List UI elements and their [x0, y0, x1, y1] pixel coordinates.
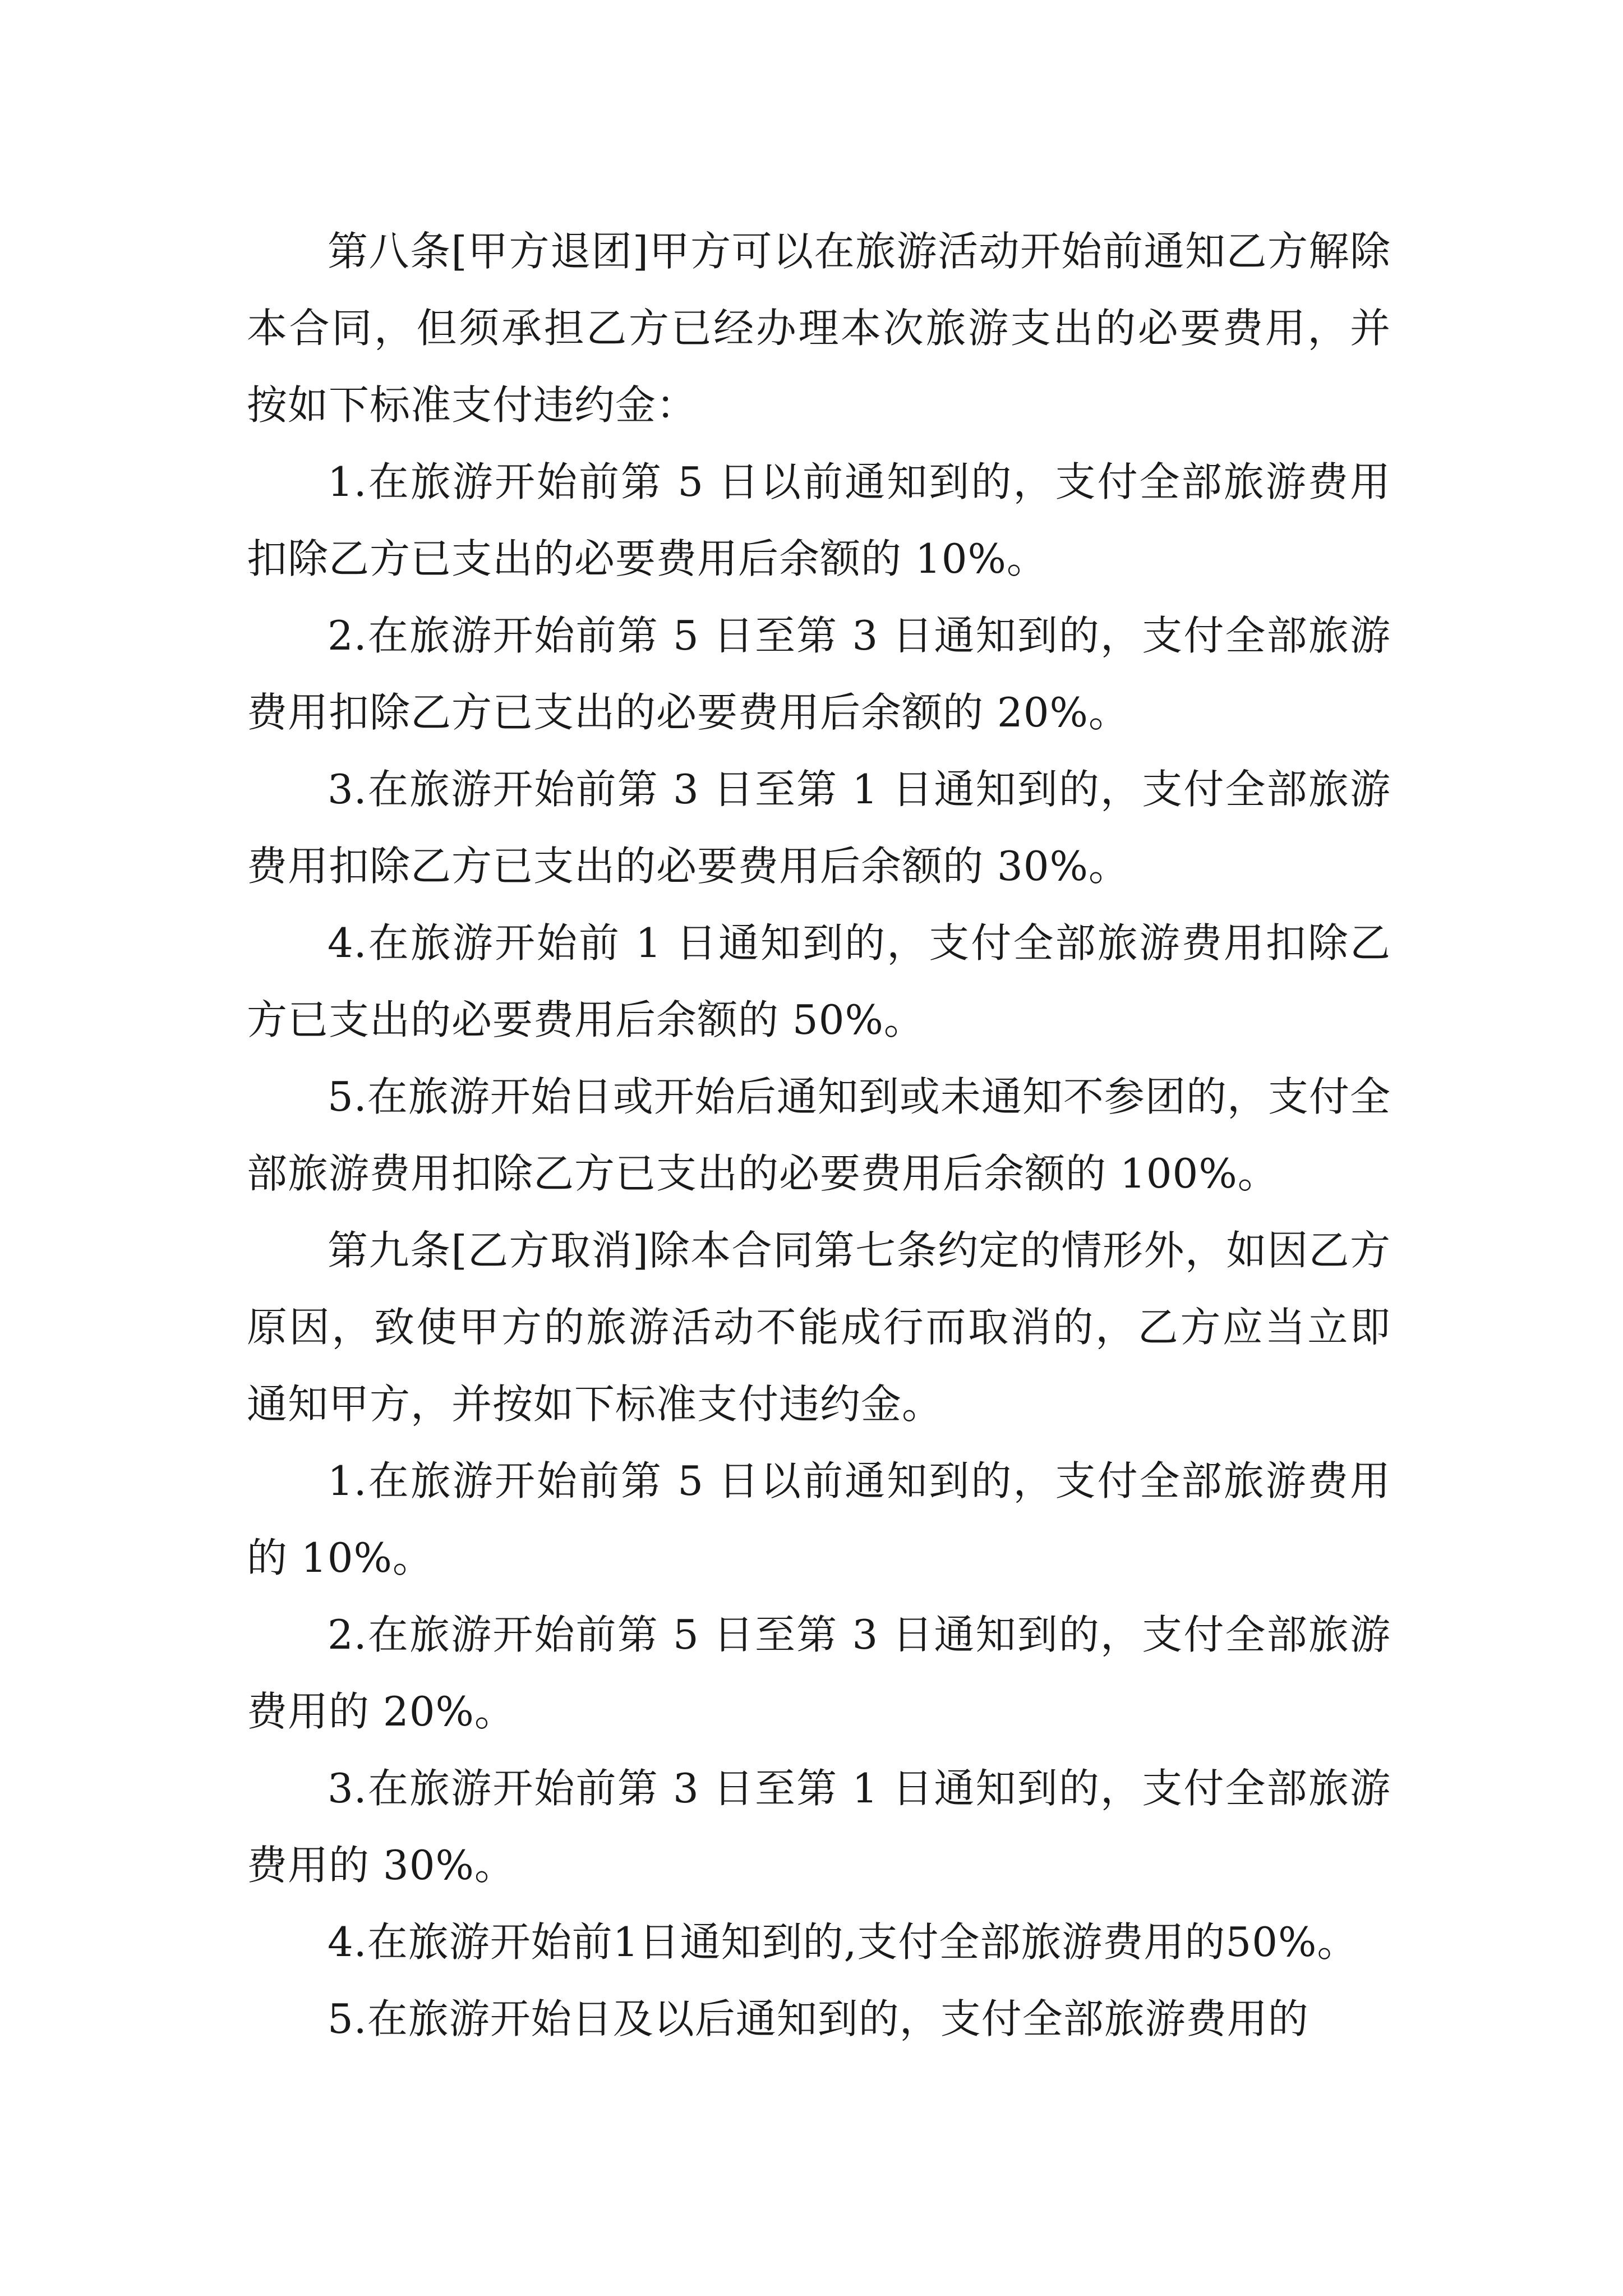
article-9-paragraph: 第九条[乙方取消]除本合同第七条约定的情形外，如因乙方原因，致使甲方的旅游活动不能成行而取消的，乙方应当立即通知甲方，并按如下标准支付违约金。	[247, 1227, 1391, 1428]
article-8-item-1: 1.在旅游开始前第 5 日以前通知到的，支付全部旅游费用扣除乙方已支出的必要费用后余额的 10%。	[247, 458, 1391, 582]
article-8-item-4: 4.在旅游开始前 1 日通知到的，支付全部旅游费用扣除乙方已支出的必要费用后余额的 50%。	[247, 919, 1391, 1043]
article-8-paragraph: 第八条[甲方退团]甲方可以在旅游活动开始前通知乙方解除本合同，但须承担乙方已经办理本次旅游支出的必要费用，并按如下标准支付违约金：	[247, 228, 1391, 429]
article-8-item-5: 5.在旅游开始日或开始后通知到或未通知不参团的，支付全部旅游费用扣除乙方已支出的必要费用后余额的 100%。	[247, 1073, 1391, 1197]
article-9-item-3: 3.在旅游开始前第 3 日至第 1 日通知到的，支付全部旅游费用的 30%。	[247, 1765, 1391, 1889]
document-body	[247, 213, 1391, 2058]
article-8-item-2: 2.在旅游开始前第 5 日至第 3 日通知到的，支付全部旅游费用扣除乙方已支出的必要费用后余额的 20%。	[247, 612, 1391, 736]
article-9-item-4: 4.在旅游开始前1日通知到的,支付全部旅游费用的50%。	[328, 1918, 1358, 1966]
article-9-item-5: 5.在旅游开始日及以后通知到的，支付全部旅游费用的	[328, 1995, 1309, 2042]
article-9-item-1: 1.在旅游开始前第 5 日以前通知到的，支付全部旅游费用的 10%。	[247, 1457, 1391, 1581]
article-8-item-3: 3.在旅游开始前第 3 日至第 1 日通知到的，支付全部旅游费用扣除乙方已支出的必要费用后余额的 30%。	[247, 766, 1391, 890]
article-9-item-2: 2.在旅游开始前第 5 日至第 3 日通知到的，支付全部旅游费用的 20%。	[247, 1611, 1391, 1735]
